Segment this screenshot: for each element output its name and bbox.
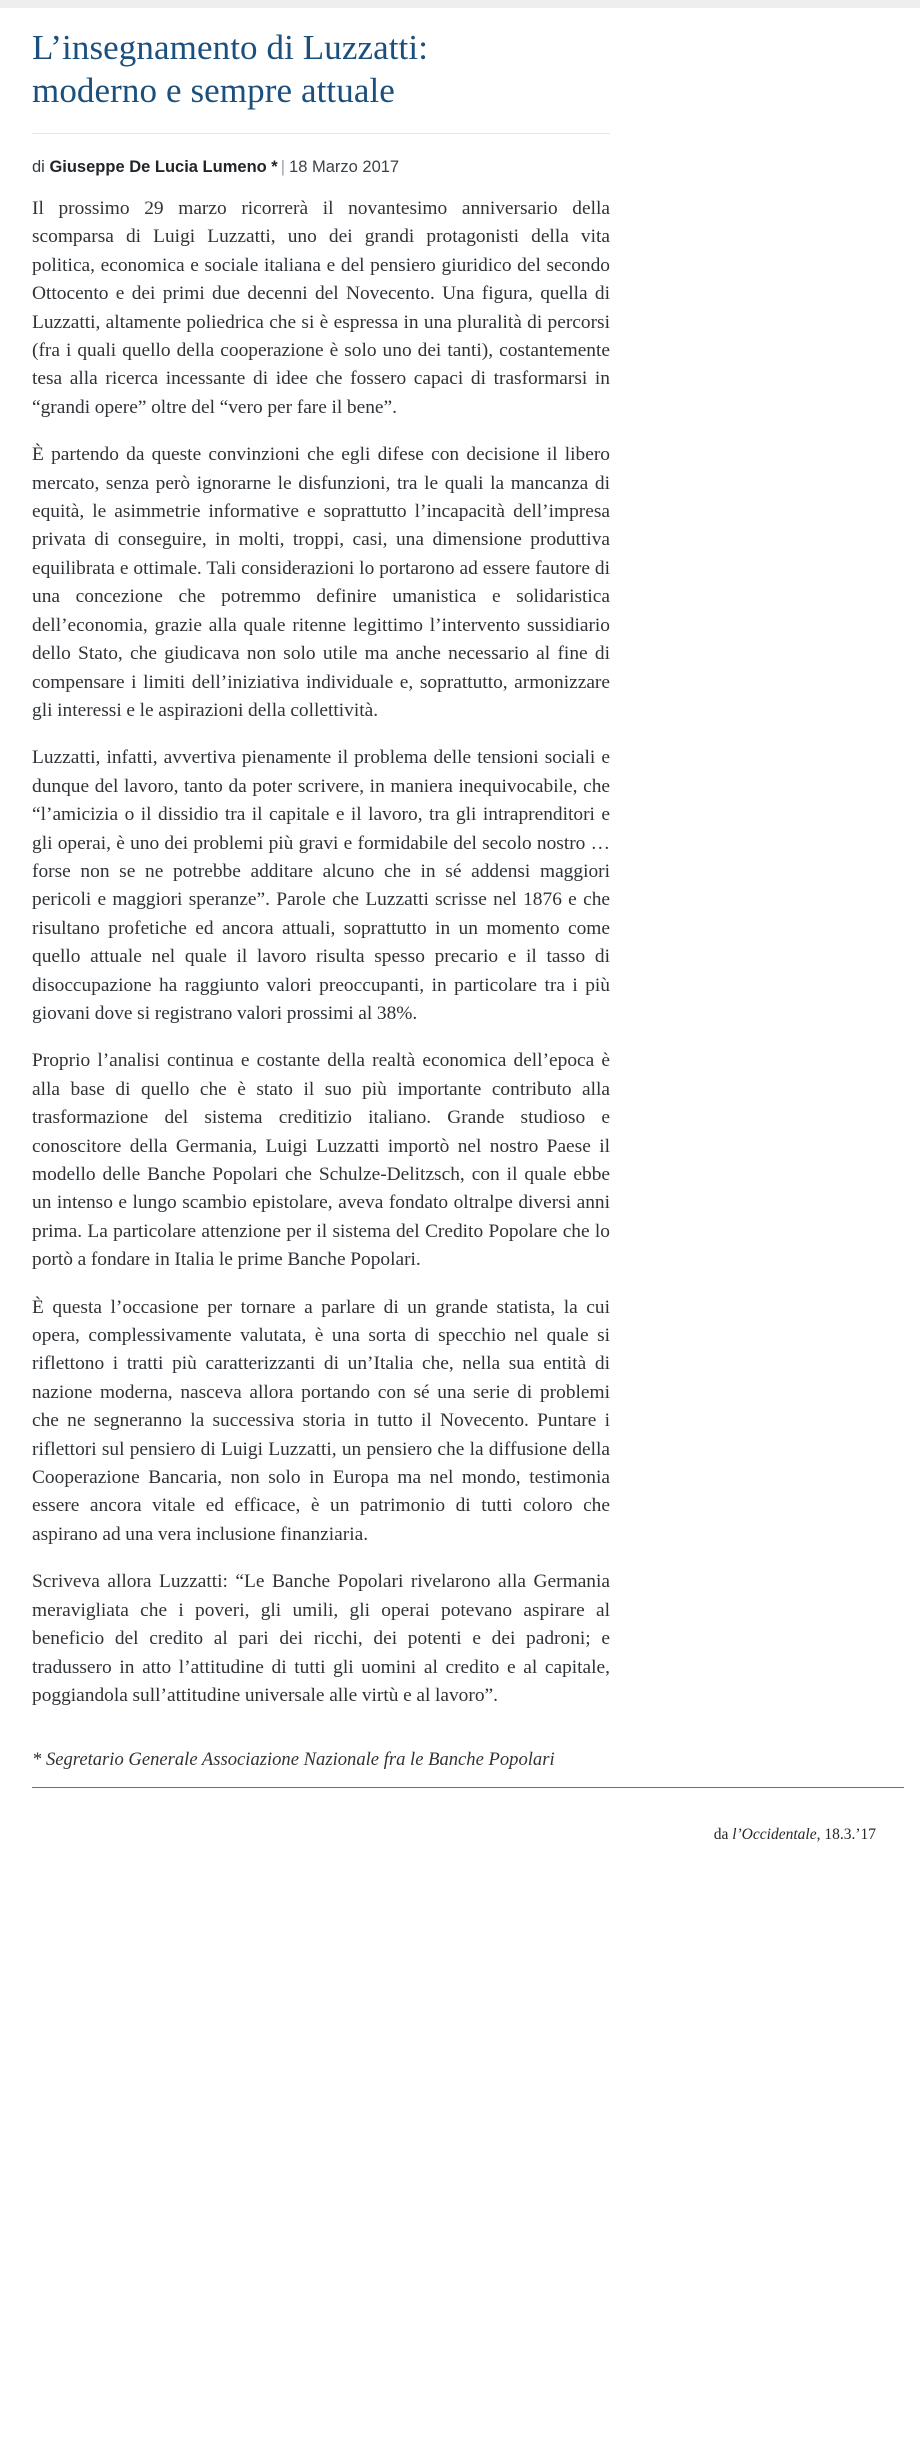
article-paragraph: Proprio l’analisi continua e costante della realtà economica dell’epoca è alla base di quello che è stato il suo più importante contributo alla trasformazione del sistema creditizio italiano. Grande studioso e conoscitore della Germania, Luigi Luzzatti importò nel nostro Paese il modello delle Banche Popolari che Schulze-Delitzsch, con il quale ebbe un intenso e lungo scambio epistolare, aveva fondato oltralpe diversi anni prima. La particolare attenzione per il sistema del Credito Popolare che lo portò a fondare in Italia le prime Banche Popolari. (32, 1050, 610, 1271)
source-suffix: , 18.3.’17 (816, 1826, 876, 1844)
author-footnote: * Segretario Generale Associazione Nazionale fra le Banche Popolari (32, 1749, 555, 1771)
article-container (0, 8, 920, 1844)
byline-author[interactable]: Giuseppe De Lucia Lumeno * (49, 158, 278, 176)
source-prefix: da (713, 1826, 729, 1844)
article-inner (32, 8, 610, 1773)
byline-date: 18 Marzo 2017 (289, 158, 400, 176)
headline-line-2: moderno e sempre attuale (32, 71, 395, 110)
page-title (32, 8, 610, 112)
article-paragraph: Scriveva allora Luzzatti: “Le Banche Popolari rivelarono alla Germania meravigliata che i poveri, gli umili, gli operai potevano aspirare al beneficio del credito al pari dei ricchi, dei potenti e dei padroni; e tradussero in atto l’attitudine di tutti gli uomini al credito e al capitale, poggiandola sull’attitudine universale alle virtù e al lavoro”. (32, 1571, 610, 1706)
headline-line-1: L’insegnamento di Luzzatti: (32, 28, 429, 67)
article-paragraph: Il prossimo 29 marzo ricorrerà il novantesimo anniversario della scomparsa di Luigi Luzzatti, uno dei grandi protagonisti della vita politica, economica e sociale italiana e del pensiero giuridico del secondo Ottocento e dei primi due decenni del Novecento. Una figura, quella di Luzzatti, altamente poliedrica che si è espressa in una pluralità di percorsi (fra i quali quello della cooperazione è solo uno dei tanti), costantemente tesa alla ricerca incessante di idee che fossero capaci di trasformarsi in “grandi opere” oltre del “vero per fare il bene”. (32, 198, 610, 418)
article-paragraph: È partendo da queste convinzioni che egli difese con decisione il libero mercato, senza però ignorarne le disfunzioni, tra le quali la mancanza di equità, le asimmetrie informative e soprattutto l’incapacità dell’impresa privata di conseguire, in molti, troppi, casi, una dimensione produttiva equilibrata e ottimale. Tali considerazioni lo portarono ad essere fautore di una concezione che potremmo definire umanistica e solidaristica dell’economia, grazie alla quale ritenne legittimo l’intervento sussidiario dello Stato, che giudicava non solo utile ma anche necessario al fine di compensare i limiti dell’iniziativa individuale e, soprattutto, armonizzare gli interessi e le aspirazioni della collettività. (32, 444, 610, 721)
source-publication: l’Occidentale (732, 1826, 817, 1844)
title-divider (32, 133, 610, 134)
byline-prefix: di (32, 158, 45, 176)
article-paragraph: È questa l’occasione per tornare a parlare di un grande statista, la cui opera, complessivamente valutata, è una sorta di specchio nel quale si riflettono i tratti più caratterizzanti di un’Italia che, nella sua entità di nazione moderna, nasceva allora portando con sé una serie di problemi che ne segneranno la successiva storia in tutto il Novecento. Puntare i riflettori sul pensiero di Luigi Luzzatti, un pensiero che la diffusione della Cooperazione Bancaria, non solo in Europa ma nel mondo, testimonia essere ancora vitale ed efficace, è un patrimonio di tutti coloro che aspirano ad una vera inclusione finanziaria. (32, 1296, 610, 1545)
source-credit (0, 1788, 920, 1844)
byline (32, 156, 610, 178)
article-paragraph: Luzzatti, infatti, avvertiva pienamente il problema delle tensioni sociali e dunque del lavoro, tanto da poter scrivere, in maniera inequivocabile, che “l’amicizia o il dissidio tra il capitale e il lavoro, tra gli intraprenditori e gli operai, è uno dei problemi più gravi e formidabile del secolo nostro … forse non se ne potrebbe additare alcuno che in sé addensi maggiori pericoli e maggiori speranze”. Parole che Luzzatti scrisse nel 1876 e che risultano profetiche ed ancora attuali, soprattutto in un momento come quello attuale nel quale il lavoro risulta spesso precario e il tasso di disoccupazione ha raggiunto valori preoccupanti, in particolare tra i più giovani dove si registrano valori prossimi al 38%. (32, 747, 610, 1024)
top-band (0, 0, 920, 8)
byline-separator: | (280, 158, 286, 176)
